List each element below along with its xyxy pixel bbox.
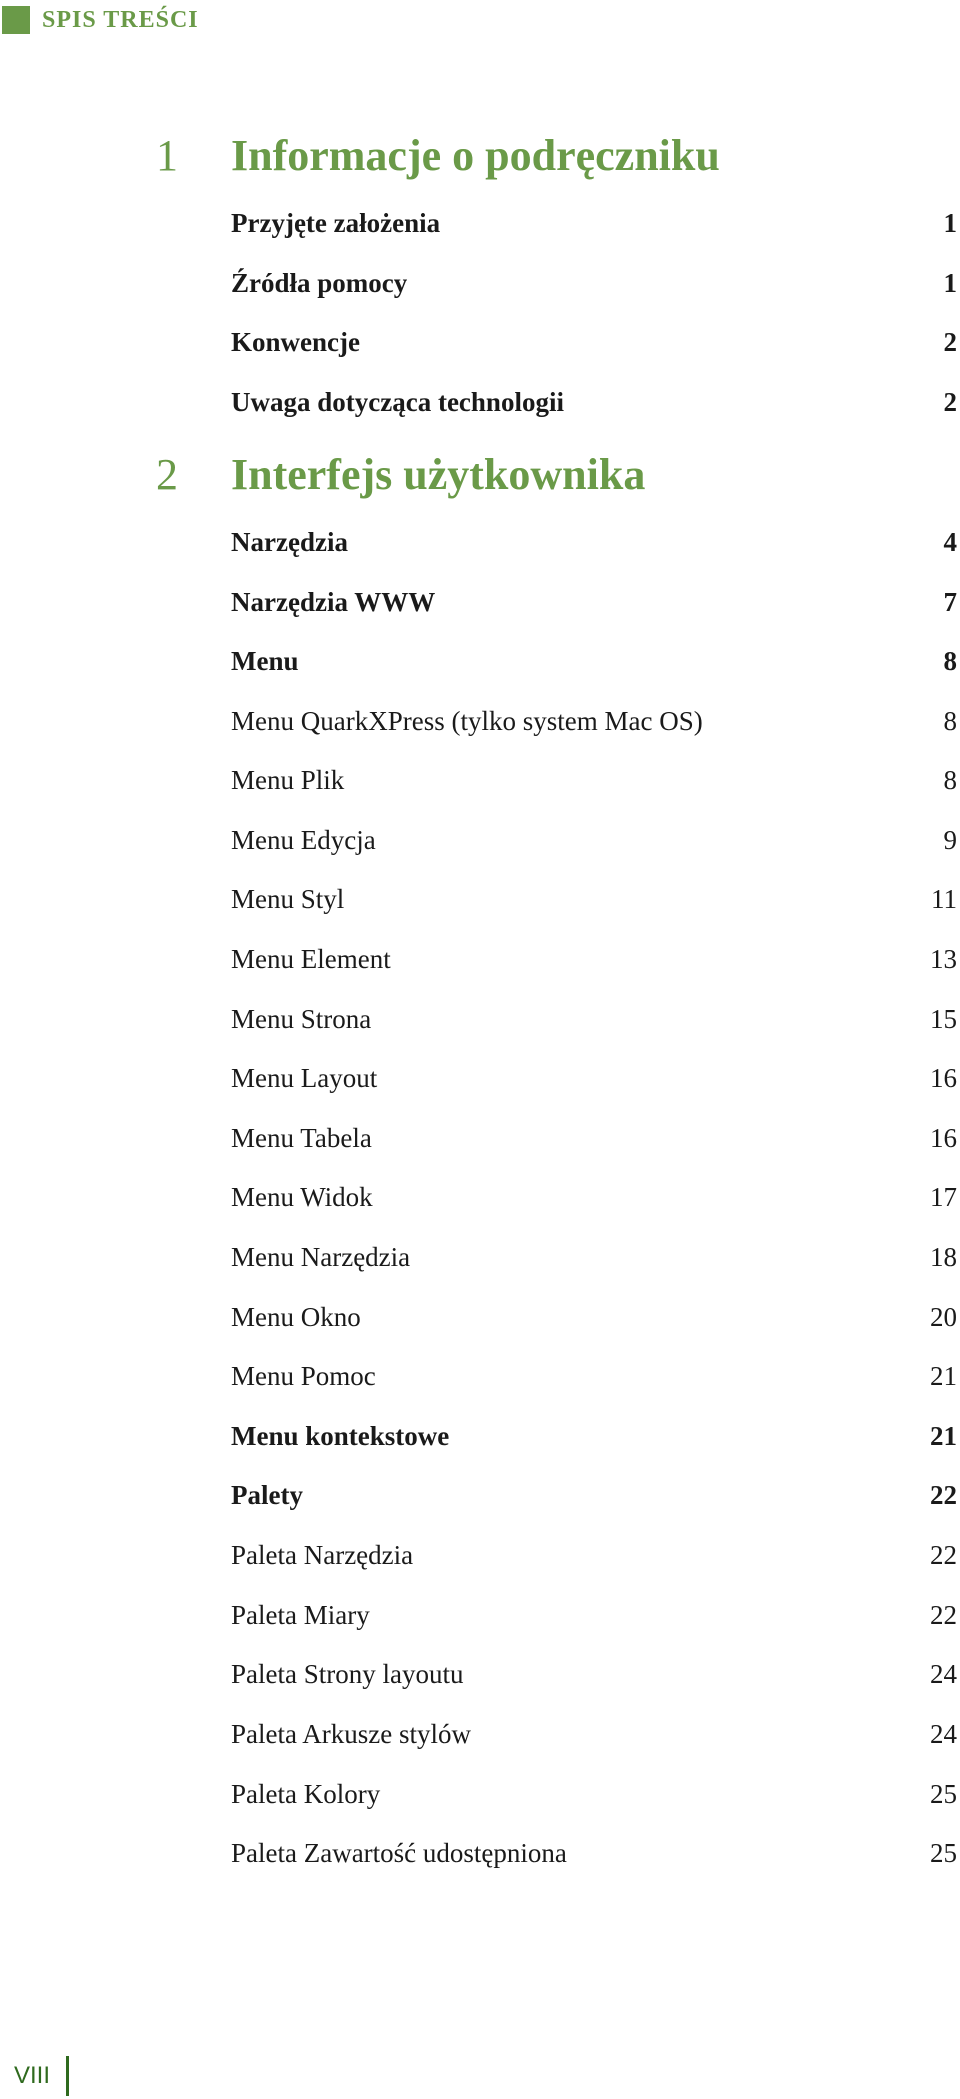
toc-entry[interactable] [231,382,957,422]
chapter-number: 1 [156,131,178,180]
toc-entry-label: Menu Styl [231,884,345,914]
toc-entry[interactable] [231,1177,957,1217]
toc-entry-label: Paleta Arkusze stylów [231,1719,471,1749]
toc-entry[interactable] [231,1118,957,1158]
toc-entry[interactable] [231,1356,957,1396]
toc-entry[interactable] [231,1416,957,1456]
toc-entry-page: 22 [930,1600,957,1630]
footer-divider [66,2056,69,2096]
toc-entry[interactable] [231,1535,957,1575]
toc-entry-label: Przyjęte założenia [231,208,441,238]
toc-entry-page: 16 [930,1123,957,1153]
toc-entry-page: 15 [930,1004,957,1034]
chapter-heading[interactable] [0,445,960,505]
toc-entry[interactable] [231,879,957,919]
toc-entry-label: Konwencje [231,327,360,357]
toc-entry-page: 22 [930,1480,957,1510]
toc-entry-label: Paleta Miary [231,1600,370,1630]
toc-entry-page: 18 [930,1242,957,1272]
toc-entry-label: Palety [231,1480,303,1510]
toc-entry[interactable] [231,522,957,562]
toc-entry-page: 25 [930,1779,957,1809]
toc-entry-label: Menu Okno [231,1302,361,1332]
toc-entry-page: 24 [930,1659,957,1689]
toc-entry-label: Menu QuarkXPress (tylko system Mac OS) [231,706,703,736]
toc-entry[interactable] [231,999,957,1039]
toc-entry[interactable] [231,1774,957,1814]
chapter-title: Interfejs użytkownika [231,450,646,499]
toc-entry-label: Menu Layout [231,1063,378,1093]
toc-entry-label: Paleta Narzędzia [231,1540,414,1570]
header-title: SPIS TREŚCI [42,6,199,33]
toc-entry-label: Menu [231,646,299,676]
toc-entry-page: 21 [930,1421,957,1451]
toc-entry[interactable] [231,939,957,979]
toc-entry-page: 11 [931,884,957,914]
toc-entry-label: Menu Tabela [231,1123,372,1153]
toc-entry[interactable] [231,1714,957,1754]
toc-entry-label: Menu Widok [231,1182,373,1212]
toc-entry[interactable] [231,1595,957,1635]
toc-entry-label: Paleta Zawartość udostępniona [231,1838,567,1868]
chapter-heading[interactable] [0,126,960,186]
toc-entry-page: 24 [930,1719,957,1749]
toc-entry-label: Menu Edycja [231,825,376,855]
toc-entry[interactable] [231,582,957,622]
toc-entry-page: 22 [930,1540,957,1570]
toc-entry-label: Narzędzia [231,527,348,557]
page-number: VIII [14,2062,51,2089]
toc-entry[interactable] [231,1058,957,1098]
toc-entry[interactable] [231,203,957,243]
toc-entry-page: 7 [943,587,957,617]
toc-entry-page: 21 [930,1361,957,1391]
toc-entry[interactable] [231,1654,957,1694]
toc-entry-label: Menu Pomoc [231,1361,376,1391]
toc-entry-page: 2 [943,327,957,357]
toc-entry[interactable] [231,701,957,741]
toc-entry-page: 1 [943,268,957,298]
toc-entry[interactable] [231,1237,957,1277]
toc-entry-page: 20 [930,1302,957,1332]
toc-entry-page: 17 [930,1182,957,1212]
toc-entry-label: Paleta Strony layoutu [231,1659,464,1689]
toc-entry-page: 1 [943,208,957,238]
toc-entry-page: 2 [943,387,957,417]
toc-entry-page: 8 [943,706,957,736]
chapter-number: 2 [156,450,178,499]
page-footer [0,2056,69,2096]
toc-entry-label: Menu Strona [231,1004,372,1034]
toc-entry[interactable] [231,1297,957,1337]
header-square-icon [2,6,30,34]
toc-entry[interactable] [231,263,957,303]
toc-entry-page: 25 [930,1838,957,1868]
toc-entry-page: 13 [930,944,957,974]
toc-entry-label: Menu Plik [231,765,345,795]
toc-entry-label: Menu Narzędzia [231,1242,411,1272]
toc-entry-page: 9 [943,825,957,855]
toc-entry[interactable] [231,820,957,860]
toc-entry[interactable] [231,641,957,681]
toc-entry-page: 16 [930,1063,957,1093]
toc-entry-label: Źródła pomocy [231,268,408,298]
toc-entry-label: Narzędzia WWW [231,587,436,617]
page-header [0,0,199,40]
toc-entry[interactable] [231,1833,957,1873]
toc-entry-page: 4 [943,527,957,557]
toc-entry[interactable] [231,1475,957,1515]
toc-entry-label: Uwaga dotycząca technologii [231,387,564,417]
toc-entry[interactable] [231,760,957,800]
toc-entry-label: Paleta Kolory [231,1779,381,1809]
toc-entry[interactable] [231,322,957,362]
toc-entry-label: Menu Element [231,944,391,974]
toc-entry-page: 8 [943,646,957,676]
toc-entry-page: 8 [943,765,957,795]
chapter-title: Informacje o podręczniku [231,131,720,180]
toc-entry-label: Menu kontekstowe [231,1421,450,1451]
